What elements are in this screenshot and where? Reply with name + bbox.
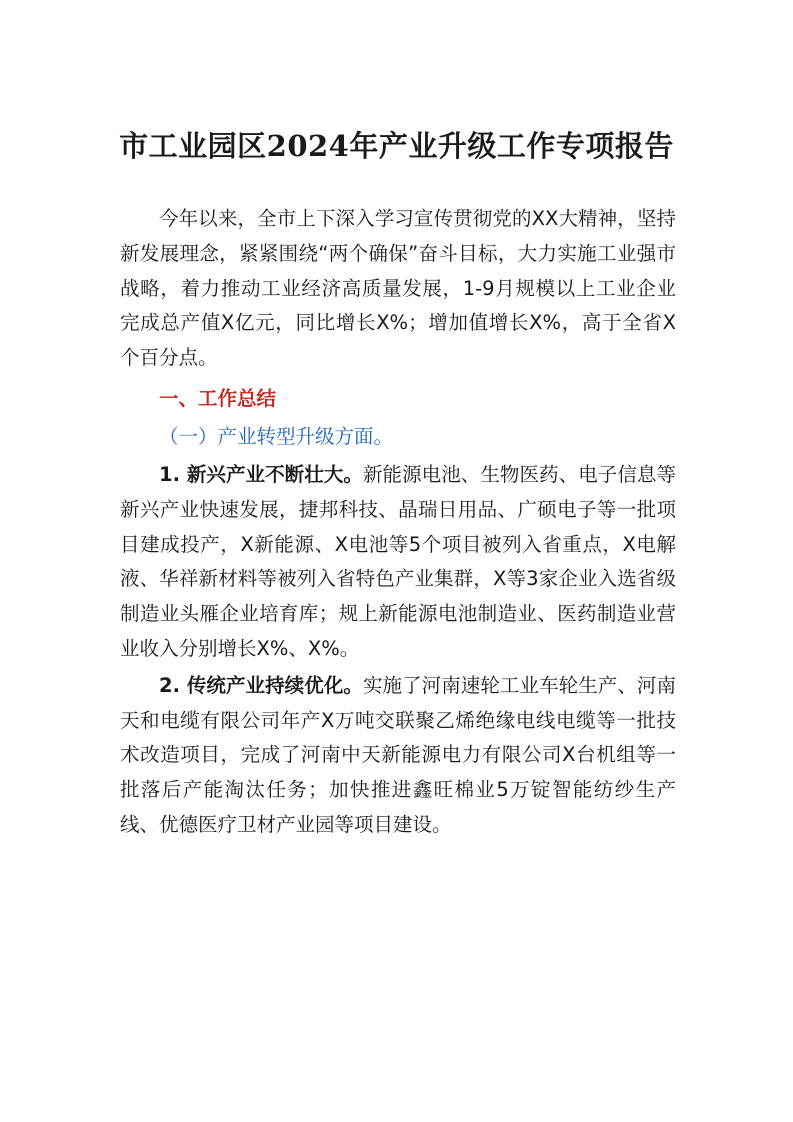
section-heading: 一、工作总结 <box>159 386 277 410</box>
document-title: 市工业园区2024年产业升级工作专项报告 <box>119 129 674 163</box>
item-2-text: 实施了河南速轮工业车轮生产、河南天和电缆有限公司年产X万吨交联聚乙烯绝缘电线电缆等一批技术改造项目，完成了河南中天新能源电力有限公司X台机组等一批落后产能淘汰任务；加快推进鑫旺棉业5万锭智能纺纱生产线、优德医疗卫材产业园等项目建设。 <box>120 673 676 836</box>
document-body <box>120 202 676 843</box>
item-1-lead: 1. 新兴产业不断壮大。 <box>159 462 363 486</box>
item-1-paragraph <box>120 458 676 667</box>
subsection-heading: （一）产业转型升级方面。 <box>159 424 394 448</box>
item-1-text: 新能源电池、生物医药、电子信息等新兴产业快速发展，捷邦科技、晶瑞日用品、广硕电子等一批项目建成投产，X新能源、X电池等5个项目被列入省重点，X电解液、华祥新材料等被列入省特色产业集群，X等3家企业入选省级制造业头雁企业培育库；规上新能源电池制造业、医药制造业营业收入分别增长X%、X%。 <box>120 462 676 660</box>
item-2-paragraph <box>120 669 676 843</box>
intro-paragraph: 今年以来，全市上下深入学习宣传贯彻党的XX大精神，坚持新发展理念，紧紧围绕“两个确保”奋斗目标，大力实施工业强市战略，着力推动工业经济高质量发展，1-9月规模以上工业企业完成总产值X亿元，同比增长X%；增加值增长X%，高于全省X个百分点。 <box>120 207 676 370</box>
item-2-lead: 2. 传统产业持续优化。 <box>159 673 363 697</box>
